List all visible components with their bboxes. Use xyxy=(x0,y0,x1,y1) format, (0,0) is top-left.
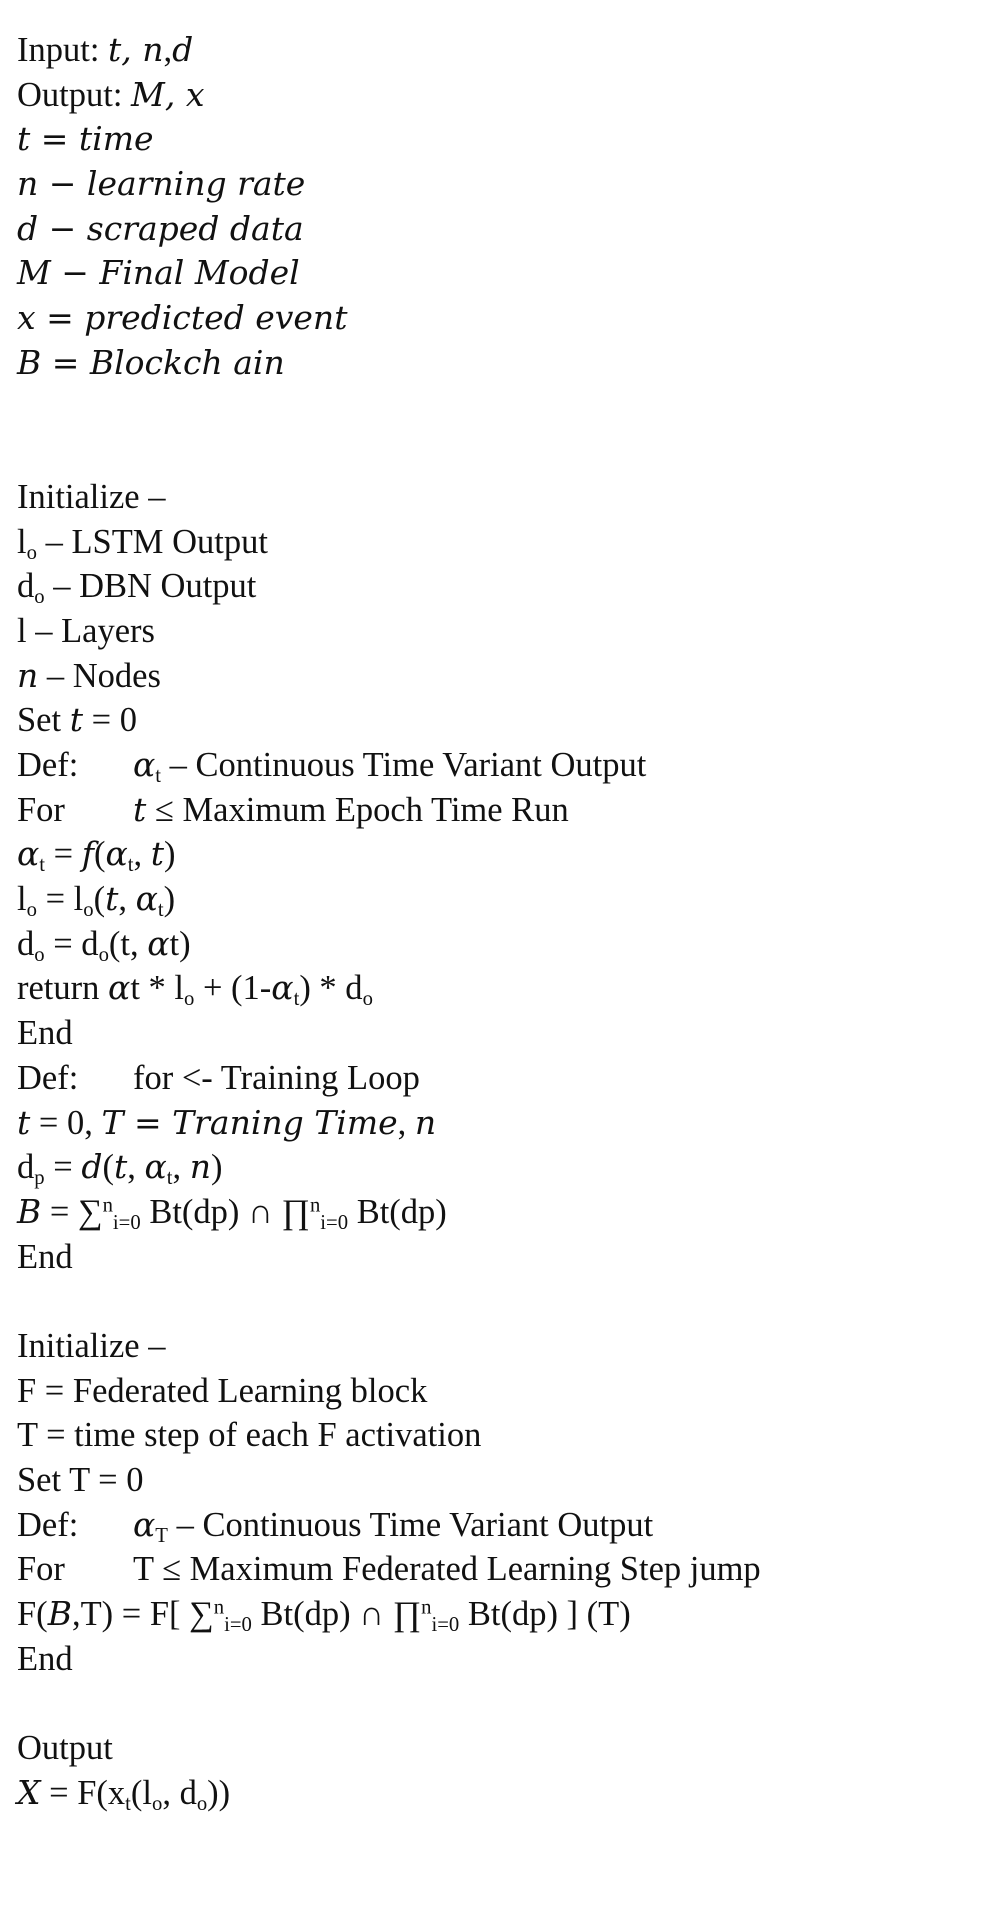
algorithm-line xyxy=(17,1458,987,1503)
text-segment: ) xyxy=(164,835,176,874)
algorithm-line xyxy=(17,1637,987,1682)
math-term: α xyxy=(133,745,156,784)
algorithm-line xyxy=(17,1235,987,1280)
algorithm-line xyxy=(17,609,987,654)
math-term: B = Blockch ain xyxy=(17,342,285,382)
math-term: M − Final Model xyxy=(17,253,300,293)
math-term: t xyxy=(105,879,119,919)
algorithm-line xyxy=(17,341,987,386)
math-term: α xyxy=(133,1504,156,1544)
algorithm-line xyxy=(17,1771,987,1816)
subscript: t xyxy=(155,764,162,787)
math-term: n xyxy=(17,655,39,695)
math-term: x = predicted event xyxy=(17,298,348,338)
superscript: n xyxy=(102,1194,113,1217)
algorithm-line xyxy=(17,28,987,73)
math-term: d xyxy=(172,30,194,69)
text-segment: = ∑ xyxy=(41,1192,103,1231)
text-segment: T ≤ Maximum Federated Learning Step jump xyxy=(133,1550,761,1589)
text-segment: , xyxy=(133,835,151,874)
text-segment: ( xyxy=(93,880,106,919)
subscript: o xyxy=(98,943,109,966)
text-segment: Initialize – xyxy=(17,1326,166,1365)
text-segment: F( xyxy=(17,1595,48,1634)
math-term: α xyxy=(271,968,294,1008)
algorithm-line xyxy=(17,1324,987,1369)
algorithm-line xyxy=(17,654,987,699)
algorithm-line xyxy=(17,832,987,877)
text-segment: Input: xyxy=(17,31,109,69)
algorithm-line xyxy=(17,1592,987,1637)
math-term: t, n xyxy=(108,30,164,69)
text-segment: , xyxy=(118,880,136,919)
algorithm-line xyxy=(17,162,987,207)
subscript: o xyxy=(34,943,45,966)
text-segment: t) xyxy=(169,924,191,963)
algorithm-line xyxy=(17,788,987,833)
text-segment: ( xyxy=(102,1148,114,1187)
text-segment: – Nodes xyxy=(38,656,161,695)
math-term: T = Traning Time xyxy=(101,1102,398,1142)
math-term: d − scraped data xyxy=(17,208,304,248)
text-segment: – LSTM Output xyxy=(36,522,268,561)
text-segment: = d xyxy=(44,924,99,963)
algorithm-line xyxy=(17,1145,987,1190)
algorithm-line xyxy=(17,698,987,743)
text-segment: – Continuous Time Variant Output xyxy=(167,1505,654,1544)
subscript: T xyxy=(155,1524,168,1547)
math-term: α xyxy=(108,968,131,1008)
subscript: i=0 xyxy=(320,1211,349,1234)
subscript: o xyxy=(26,541,37,564)
math-term: M, x xyxy=(131,74,205,114)
math-term: t = time xyxy=(17,119,154,159)
text-segment: For xyxy=(17,790,65,829)
text-segment: = xyxy=(45,835,82,874)
subscript: o xyxy=(83,898,94,921)
math-term: X xyxy=(17,1772,41,1812)
algorithm-line xyxy=(17,1726,987,1771)
math-term: t xyxy=(113,1147,128,1187)
algorithm-line xyxy=(17,1413,987,1458)
text-segment: , xyxy=(127,1148,145,1187)
text-segment: F = Federated Learning block xyxy=(17,1371,428,1410)
text-segment: d xyxy=(17,1148,35,1187)
subscript: i=0 xyxy=(431,1613,460,1636)
algorithm-line xyxy=(17,1011,987,1056)
text-segment: = F(x xyxy=(40,1773,126,1812)
text-segment: Bt(dp) xyxy=(348,1192,447,1231)
text-segment: t * l xyxy=(130,969,184,1008)
math-term: t xyxy=(150,834,165,874)
math-term: α xyxy=(17,834,40,874)
algorithm-document xyxy=(17,28,987,1816)
text-segment: ) xyxy=(211,1148,223,1187)
text-segment: Output: xyxy=(17,75,132,114)
algorithm-line xyxy=(17,296,987,341)
subscript: i=0 xyxy=(224,1613,252,1636)
algorithm-line xyxy=(17,475,987,520)
algorithm-line xyxy=(17,1190,987,1235)
text-segment: , d xyxy=(162,1773,197,1812)
subscript: o xyxy=(151,1792,163,1815)
algorithm-line xyxy=(17,1056,987,1101)
text-segment: )) xyxy=(207,1773,231,1812)
text-segment: ) * d xyxy=(299,969,363,1008)
text-segment: – Continuous Time Variant Output xyxy=(161,746,647,784)
text-segment: For xyxy=(17,1550,65,1589)
text-segment: Def: xyxy=(17,1505,79,1544)
text-segment: – DBN Output xyxy=(44,567,257,606)
text-segment: ( xyxy=(93,835,106,874)
subscript: t xyxy=(293,988,300,1011)
algorithm-line xyxy=(17,1503,987,1548)
text-segment: ) xyxy=(163,880,176,919)
text-segment: End xyxy=(17,1639,73,1678)
subscript: t xyxy=(127,854,134,877)
text-segment: ,T) = F[ ∑ xyxy=(71,1595,214,1634)
subscript: t xyxy=(166,1166,173,1189)
text-segment: (t, xyxy=(108,924,148,963)
text-segment: d xyxy=(17,567,35,606)
text-segment: Def: xyxy=(17,746,79,784)
text-segment: l xyxy=(17,522,27,561)
subscript: o xyxy=(34,586,45,609)
subscript: t xyxy=(157,898,164,921)
algorithm-line xyxy=(17,117,987,162)
text-segment: ≤ Maximum Epoch Time Run xyxy=(146,790,569,829)
math-term: B xyxy=(17,1191,42,1231)
superscript: n xyxy=(309,1194,321,1217)
subscript: o xyxy=(26,898,37,921)
math-term: α xyxy=(144,1147,167,1187)
math-term: t xyxy=(17,1102,31,1142)
text-segment: = l xyxy=(36,880,84,919)
text-segment: Set T = 0 xyxy=(17,1461,144,1499)
text-segment: Set xyxy=(17,701,70,740)
algorithm-line xyxy=(17,564,987,609)
algorithm-line xyxy=(17,922,987,967)
text-segment: Bt(dp) ] (T) xyxy=(459,1595,631,1634)
subscript: o xyxy=(362,988,373,1011)
subscript: o xyxy=(196,1792,208,1815)
algorithm-line xyxy=(17,1101,987,1146)
math-term: t xyxy=(69,700,83,740)
text-segment: , xyxy=(163,31,173,69)
text-segment: d xyxy=(17,924,35,963)
text-segment: , xyxy=(397,1103,415,1142)
blank-line xyxy=(17,386,987,431)
text-segment: = 0, xyxy=(30,1103,102,1142)
text-segment: + (1- xyxy=(194,969,272,1008)
subscript: t xyxy=(125,1792,131,1815)
math-term: B xyxy=(47,1594,72,1634)
math-term: α xyxy=(105,834,128,874)
algorithm-line xyxy=(17,73,987,118)
text-segment: Bt(dp) ∩ ∏ xyxy=(251,1595,422,1634)
subscript: p xyxy=(34,1166,45,1189)
text-segment: Def: xyxy=(17,1058,79,1097)
algorithm-line xyxy=(17,743,987,788)
text-segment: = 0 xyxy=(82,701,137,740)
blank-line xyxy=(17,430,987,475)
text-segment: Initialize – xyxy=(17,477,166,516)
text-segment: l – Layers xyxy=(17,611,155,650)
text-segment: return xyxy=(17,969,109,1008)
math-term: α xyxy=(135,879,158,919)
math-term: f xyxy=(81,834,94,874)
algorithm-line xyxy=(17,966,987,1011)
text-segment: = xyxy=(44,1148,82,1187)
algorithm-line xyxy=(17,251,987,296)
subscript: t xyxy=(39,854,46,877)
math-term: d xyxy=(81,1147,103,1187)
algorithm-line xyxy=(17,877,987,922)
text-segment: Bt(dp) ∩ ∏ xyxy=(140,1192,310,1231)
algorithm-line xyxy=(17,1369,987,1414)
text-segment: Output xyxy=(17,1729,113,1768)
text-segment: End xyxy=(17,1237,73,1276)
text-segment: T = time step of each F activation xyxy=(17,1416,482,1455)
blank-line xyxy=(17,1279,987,1324)
superscript: n xyxy=(421,1596,432,1619)
text-segment: for <- Training Loop xyxy=(133,1058,420,1097)
text-segment: (l xyxy=(130,1773,152,1812)
subscript: o xyxy=(183,988,195,1011)
algorithm-line xyxy=(17,1547,987,1592)
math-term: α xyxy=(147,923,170,963)
superscript: n xyxy=(213,1596,225,1619)
algorithm-line xyxy=(17,207,987,252)
blank-line xyxy=(17,1681,987,1726)
math-term: n − learning rate xyxy=(17,164,306,204)
math-term: n xyxy=(189,1147,212,1187)
subscript: i=0 xyxy=(112,1211,141,1234)
text-segment: , xyxy=(172,1148,190,1187)
math-term: t xyxy=(133,789,147,829)
math-term: n xyxy=(414,1102,437,1142)
text-segment: l xyxy=(17,880,27,919)
text-segment: End xyxy=(17,1014,73,1053)
algorithm-line xyxy=(17,520,987,565)
